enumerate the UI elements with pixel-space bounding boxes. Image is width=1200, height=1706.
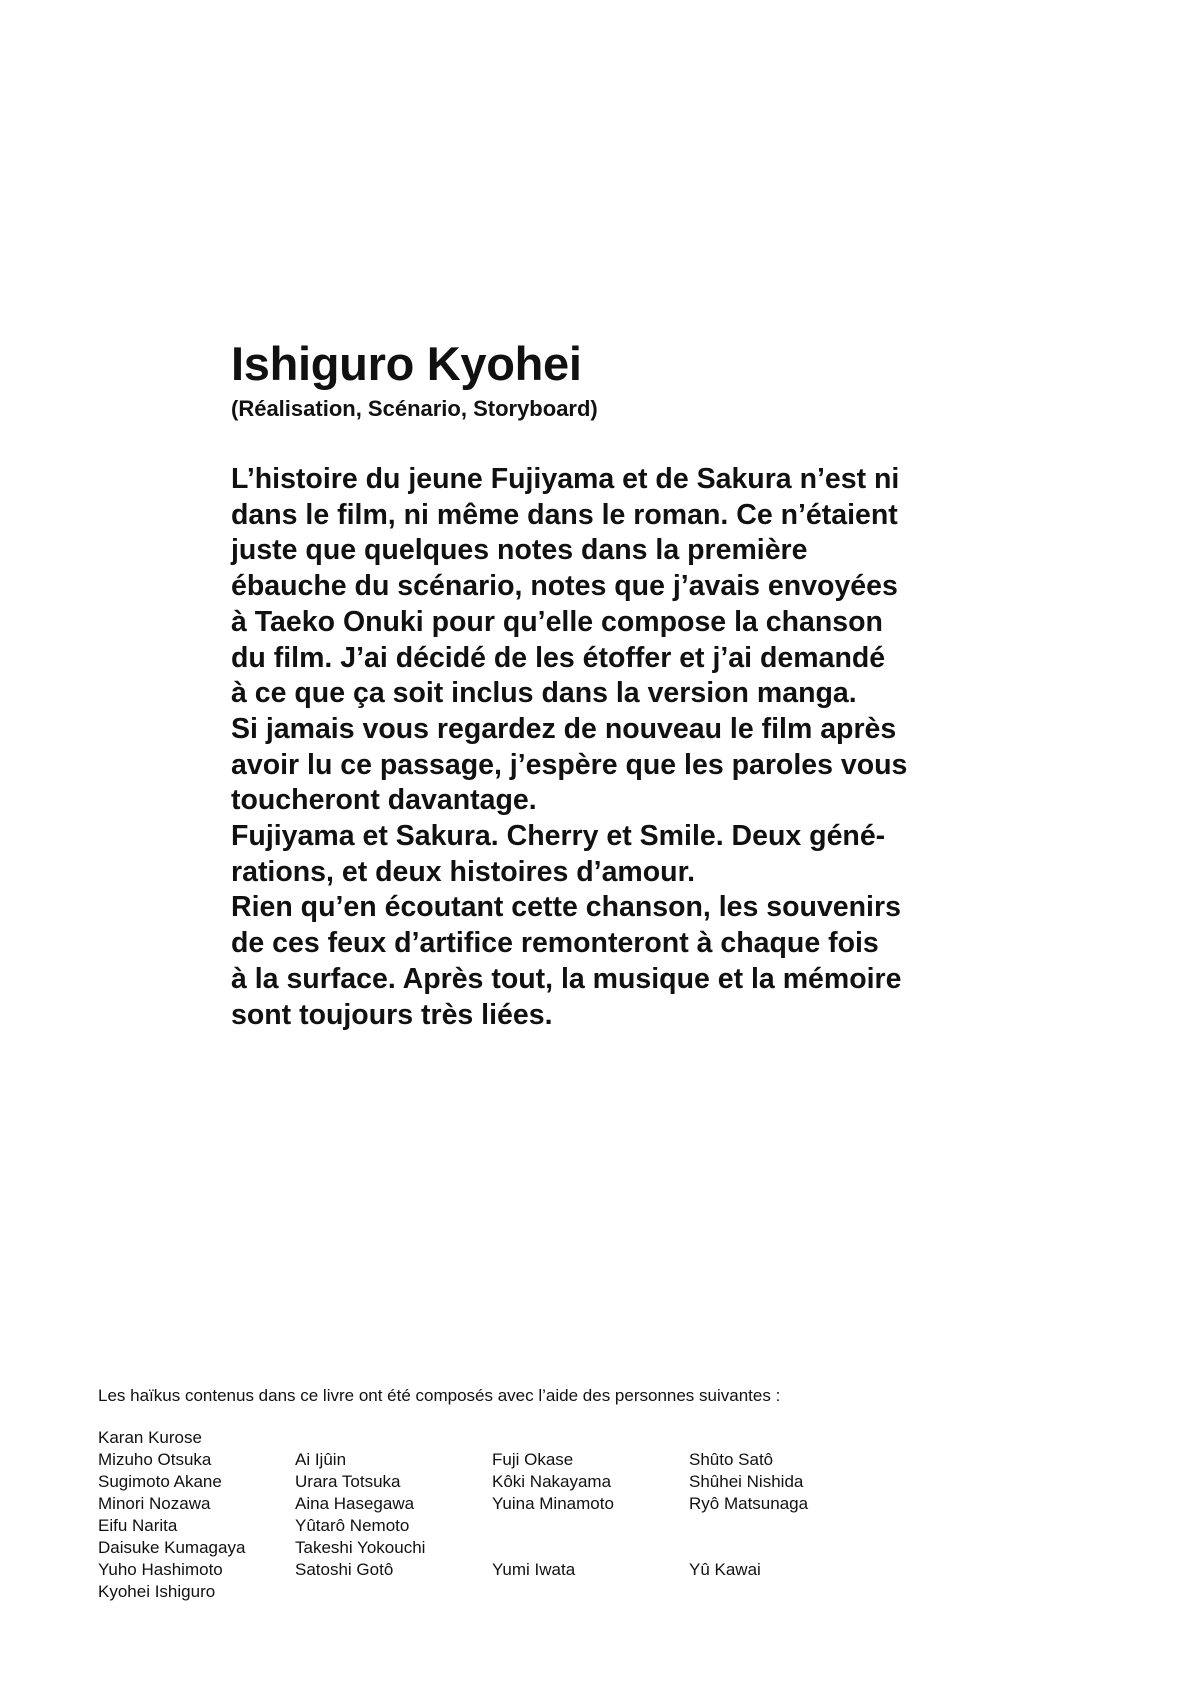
credit-name	[295, 1581, 492, 1603]
message-line: avoir lu ce passage, j’espère que les paroles vous	[231, 748, 908, 781]
message-line: du film. J’ai décidé de les étoffer et j’ai demandé	[231, 641, 886, 674]
credit-name	[689, 1537, 886, 1559]
message-line: dans le film, ni même dans le roman. Ce n’étaient	[231, 498, 898, 531]
author-roles: (Réalisation, Scénario, Storyboard)	[231, 396, 598, 421]
credit-name: Shûhei Nishida	[689, 1472, 804, 1491]
credit-name: Yû Kawai	[689, 1560, 761, 1579]
message-line: juste que quelques notes dans la première	[231, 534, 808, 567]
credit-name: Kyohei Ishiguro	[98, 1582, 216, 1601]
credit-name: Mizuho Otsuka	[98, 1450, 212, 1469]
message-line: à ce que ça soit inclus dans la version manga.	[231, 677, 857, 710]
message-line: L’histoire du jeune Fujiyama et de Sakura n’est ni	[231, 463, 900, 495]
credit-name: Fuji Okase	[492, 1450, 574, 1469]
credit-name	[492, 1581, 689, 1603]
message-line: à la surface. Après tout, la musique et la mémoire	[231, 962, 902, 995]
credit-name: Urara Totsuka	[295, 1472, 401, 1491]
credit-name: Ai Ijûin	[295, 1450, 347, 1469]
credit-name: Eifu Narita	[98, 1516, 178, 1535]
credit-name	[492, 1427, 689, 1449]
credit-name: Shûto Satô	[689, 1450, 774, 1469]
credits-names	[98, 1427, 1098, 1603]
credit-name: Yuina Minamoto	[492, 1494, 614, 1513]
credit-name: Ryô Matsunaga	[689, 1494, 809, 1513]
credit-name: Takeshi Yokouchi	[295, 1538, 426, 1557]
credit-name	[492, 1537, 689, 1559]
credit-name: Minori Nozawa	[98, 1494, 211, 1513]
credit-name: Karan Kurose	[98, 1428, 202, 1447]
author-message	[231, 462, 991, 1033]
message-line: ébauche du scénario, notes que j’avais envoyées	[231, 570, 898, 603]
credits-intro: Les haïkus contenus dans ce livre ont été composés avec l’aide des personnes suivantes :	[98, 1386, 781, 1405]
author-name: Ishiguro Kyohei	[231, 337, 582, 390]
haiku-credits	[98, 1385, 1098, 1603]
credit-name: Satoshi Gotô	[295, 1560, 394, 1579]
credit-name: Sugimoto Akane	[98, 1472, 222, 1491]
credit-name: Aina Hasegawa	[295, 1494, 415, 1513]
message-line: Fujiyama et Sakura. Cherry et Smile. Deux géné-	[231, 820, 886, 853]
credit-name: Yuho Hashimoto	[98, 1560, 223, 1579]
credit-name	[689, 1427, 886, 1449]
message-line: de ces feux d’artifice remonteront à chaque fois	[231, 927, 879, 960]
credit-name: Daisuke Kumagaya	[98, 1538, 246, 1557]
message-line: rations, et deux histoires d’amour.	[231, 855, 696, 888]
credit-name: Kôki Nakayama	[492, 1472, 612, 1491]
credit-name: Yumi Iwata	[492, 1560, 576, 1579]
message-line: toucheront davantage.	[231, 784, 537, 817]
credit-name	[295, 1427, 492, 1449]
credit-name	[689, 1581, 886, 1603]
message-line: Rien qu’en écoutant cette chanson, les souvenirs	[231, 891, 901, 924]
credit-name	[492, 1515, 689, 1537]
author-block	[231, 337, 991, 423]
message-line: à Taeko Onuki pour qu’elle compose la chanson	[231, 605, 883, 638]
credit-name: Yûtarô Nemoto	[295, 1516, 410, 1535]
credit-name	[689, 1515, 886, 1537]
message-line: sont toujours très liées.	[231, 998, 553, 1031]
message-line: Si jamais vous regardez de nouveau le film après	[231, 712, 897, 745]
